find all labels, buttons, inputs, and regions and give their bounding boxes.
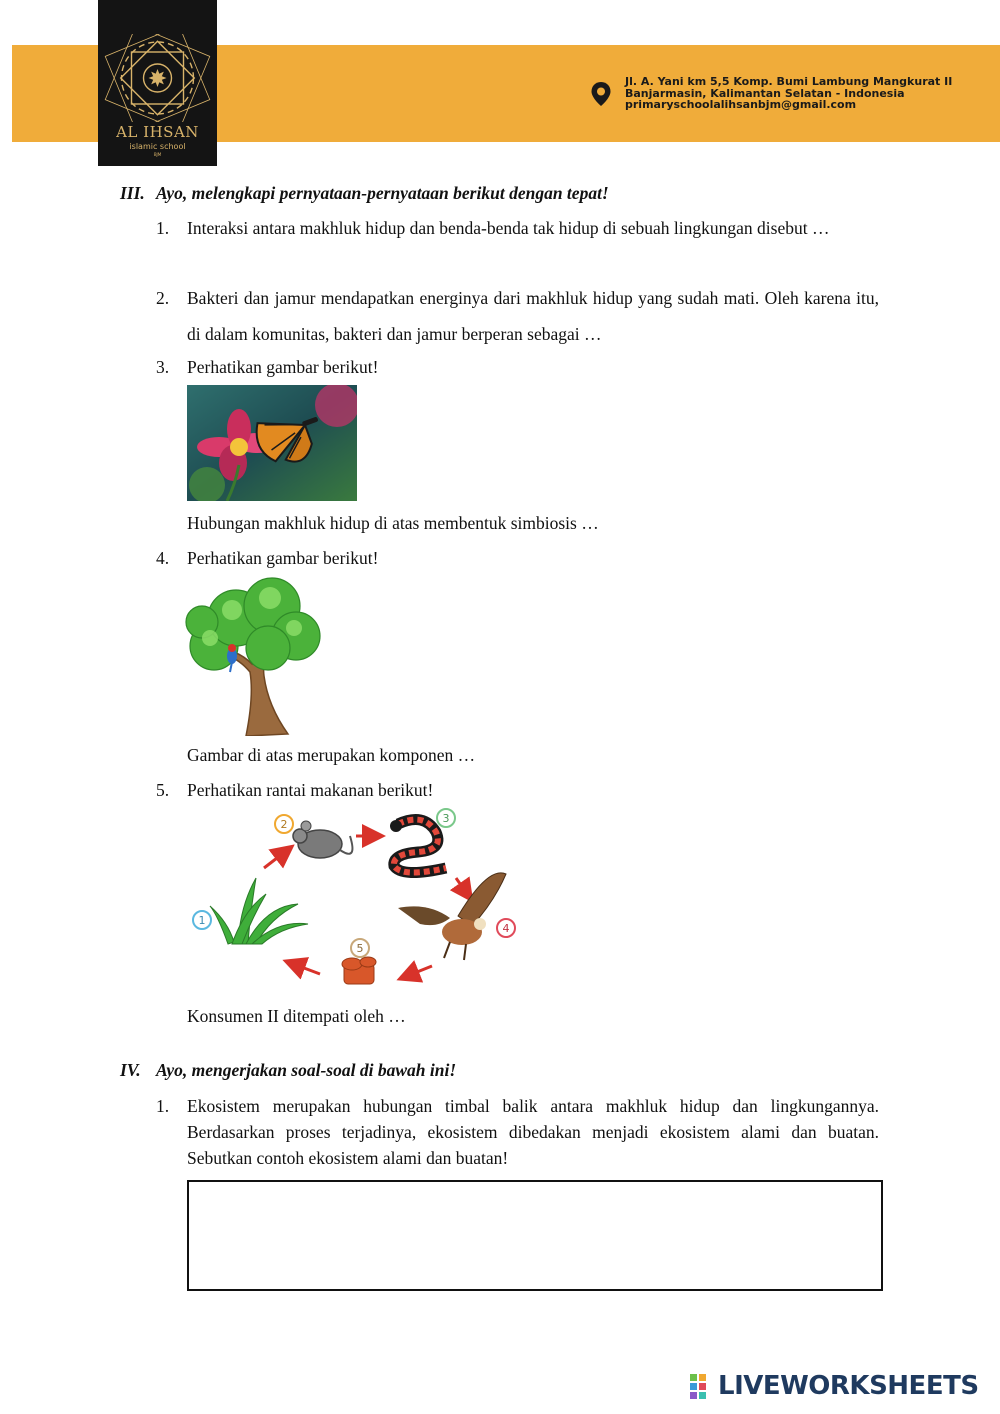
question-3-3 (156, 349, 879, 385)
question-4-1 (156, 1093, 879, 1171)
section-4-number: IV. (120, 1060, 141, 1080)
logo-name: AL IHSAN (116, 123, 199, 141)
school-address (625, 76, 952, 111)
food-chain-label-2: 2 (280, 818, 288, 831)
butterfly-flower-image (187, 385, 357, 501)
food-chain-diagram (188, 806, 528, 996)
question-text: Ekosistem merupakan hubungan timbal balik antara makhluk hidup dan lingkungannya. Berdasarkan proses terjadinya, ekosistem dibedakan menjadi ekosistem alami dan buatan. Sebutkan contoh ekosistem alami dan buatan! (187, 1096, 879, 1168)
address-line-1: Jl. A. Yani km 5,5 Komp. Bumi Lambung Mangkurat II (625, 75, 953, 88)
section-4-heading: Ayo, mengerjakan soal-soal di bawah ini! (156, 1060, 457, 1080)
location-pin-icon (590, 81, 612, 107)
question-number: 4. (156, 548, 170, 568)
question-3-5 (156, 772, 879, 808)
liveworksheets-logo-icon (690, 1374, 716, 1400)
question-3-3-caption: Hubungan makhluk hidup di atas membentuk simbiosis … (187, 513, 599, 533)
address-email: primaryschoolalihsanbjm@gmail.com (625, 98, 857, 111)
section-3-heading: Ayo, melengkapi pernyataan-pernyataan berikut dengan tepat! (156, 183, 609, 203)
food-chain-label-4: 4 (502, 922, 510, 935)
food-chain-label-5: 5 (356, 942, 364, 955)
tree-image (184, 576, 324, 736)
question-number: 1. (156, 1096, 170, 1116)
question-text: Perhatikan gambar berikut! (187, 357, 379, 377)
liveworksheets-brand: LIVEWORKSHEETS (718, 1371, 979, 1401)
address-line-2: Banjarmasin, Kalimantan Selatan - Indonesia (625, 86, 905, 100)
question-3-4-caption: Gambar di atas merupakan komponen … (187, 745, 476, 765)
question-3-1 (156, 210, 879, 246)
logo-subtitle: islamic school (129, 142, 186, 151)
question-text: Bakteri dan jamur mendapatkan energinya dari makhluk hidup yang sudah mati. Oleh karena itu, di dalam komunitas, bakteri dan jamur berperan sebagai … (187, 288, 879, 344)
question-number: 5. (156, 780, 170, 800)
decomposer-icon (342, 957, 376, 984)
snake-icon (390, 820, 446, 873)
question-number: 3. (156, 357, 170, 377)
logo-tiny-text: BJM (153, 152, 162, 157)
section-3-number: III. (120, 183, 145, 203)
grass-icon (210, 878, 308, 944)
school-logo (98, 0, 217, 166)
question-3-5-caption: Konsumen II ditempati oleh … (187, 1006, 406, 1026)
question-3-4 (156, 540, 879, 576)
ornament-icon (104, 34, 211, 122)
mouse-icon (293, 821, 352, 858)
question-text: Perhatikan rantai makanan berikut! (187, 780, 434, 800)
question-3-2 (156, 280, 879, 352)
food-chain-label-1: 1 (198, 914, 206, 927)
question-text: Interaksi antara makhluk hidup dan benda-benda tak hidup di sebuah lingkungan disebut … (187, 218, 830, 238)
question-number: 1. (156, 218, 170, 238)
answer-box[interactable] (187, 1180, 883, 1291)
question-text: Perhatikan gambar berikut! (187, 548, 379, 568)
section-3-title (120, 183, 609, 204)
section-4-title (120, 1060, 456, 1081)
eagle-icon (398, 873, 506, 960)
food-chain-label-3: 3 (442, 812, 450, 825)
question-number: 2. (156, 288, 170, 308)
